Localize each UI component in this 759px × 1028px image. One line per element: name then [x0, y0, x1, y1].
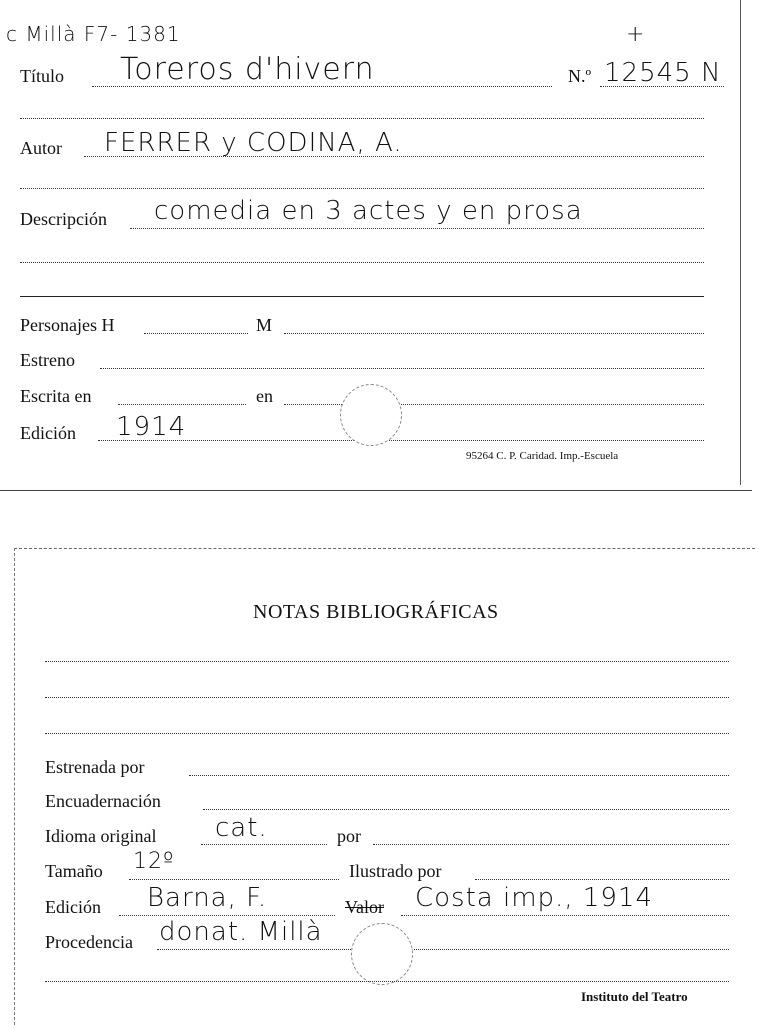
top-note: c Millà F7- 1381 — [6, 22, 181, 46]
idioma-original-label: Idioma original — [45, 826, 157, 846]
encuadernacion-label: Encuadernación — [45, 791, 161, 811]
procedencia-line — [157, 949, 729, 950]
cross-mark: + — [626, 22, 646, 47]
tamano-label: Tamaño — [45, 861, 103, 881]
blank-line — [20, 188, 704, 189]
estreno-line — [100, 368, 704, 369]
blank-line — [45, 981, 729, 982]
numero-label: N.º — [568, 66, 592, 86]
descripcion-line — [130, 228, 704, 229]
blank-line — [45, 697, 729, 698]
idioma-original-value: cat. — [215, 813, 268, 843]
m-label: M — [256, 315, 273, 335]
valor-line — [401, 915, 729, 916]
edicion-back-value: Barna, F. — [147, 883, 268, 913]
idioma-original-line — [201, 844, 327, 845]
edicion-back-label: Edición — [45, 897, 101, 917]
institution-footer: Instituto del Teatro — [581, 989, 688, 1004]
autor-value: FERRER y CODINA, A. — [104, 128, 403, 158]
descripcion-label: Descripción — [20, 209, 107, 229]
por-line — [373, 844, 729, 845]
en-label: en — [256, 386, 273, 406]
blank-line — [45, 661, 729, 662]
catalog-card-back — [14, 548, 755, 1025]
blank-line — [20, 118, 704, 119]
punch-hole — [351, 923, 413, 985]
escrita-en-line — [118, 404, 246, 405]
procedencia-label: Procedencia — [45, 932, 133, 952]
blank-line — [45, 733, 729, 734]
catalog-card-front — [0, 0, 741, 485]
blank-line — [20, 296, 704, 297]
escrita-en-label: Escrita en — [20, 386, 92, 406]
personajes-label: Personajes H — [20, 315, 115, 335]
personajes-m-line — [284, 333, 704, 334]
por-label: por — [337, 826, 361, 846]
edicion-value: 1914 — [116, 412, 187, 442]
notas-heading: NOTAS BIBLIOGRÁFICAS — [253, 601, 499, 623]
estrenada-por-label: Estrenada por — [45, 757, 145, 777]
ilustrado-por-line — [475, 879, 729, 880]
blank-line — [20, 262, 704, 263]
edicion-line — [98, 440, 704, 441]
tamano-value: 12º — [133, 849, 175, 874]
ilustrado-por-label: Ilustrado por — [349, 861, 442, 881]
tamano-line — [129, 879, 339, 880]
punch-hole — [340, 384, 402, 446]
estrenada-por-line — [189, 775, 729, 776]
autor-label: Autor — [20, 138, 62, 158]
procedencia-value: donat. Millà — [159, 917, 323, 947]
edicion-label: Edición — [20, 423, 76, 443]
edicion-back-line — [119, 915, 335, 916]
encuadernacion-line — [203, 809, 729, 810]
valor-value: Costa imp., 1914 — [415, 883, 654, 913]
descripcion-value: comedia en 3 actes y en prosa — [154, 196, 583, 226]
printer-imprint: 95264 C. P. Caridad. Imp.-Escuela — [466, 450, 619, 462]
personajes-h-line — [144, 333, 248, 334]
titulo-label: Título — [20, 66, 64, 86]
titulo-value: Toreros d'hivern — [120, 52, 375, 87]
card-separator — [0, 490, 752, 491]
estreno-label: Estreno — [20, 350, 75, 370]
valor-label: Valor — [345, 897, 384, 917]
numero-value: 12545 N — [604, 58, 722, 88]
